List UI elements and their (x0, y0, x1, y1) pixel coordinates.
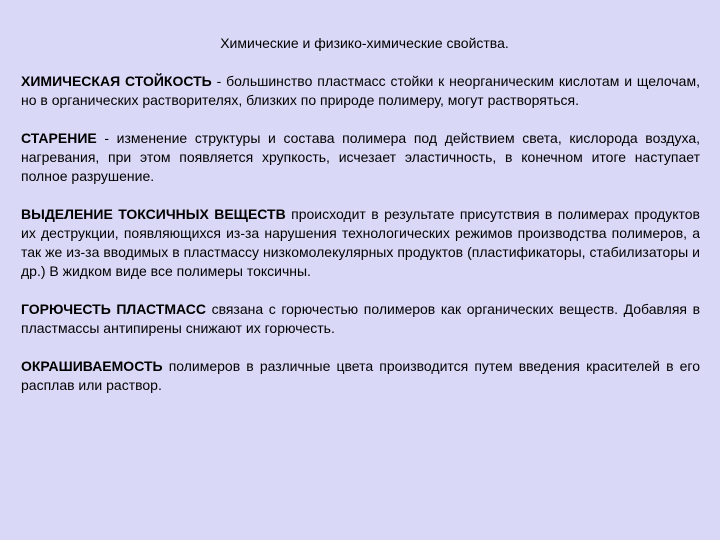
paragraph-chemical-resistance (21, 72, 700, 110)
paragraph-aging (21, 129, 700, 186)
text-toxic-emission: происходит в результате присутствия в полимерах продуктов их деструкции, появляющихся из-за нарушения технологических режимов производства полимеров, а так же из-за вводимых в пластмассу низкомолекулярных продуктов (пластификаторы, стабилизаторы и др.) В жидком виде все полимеры токсичны. (21, 206, 700, 279)
text-dyeability: полимеров в различные цвета производится путем введения красителей в его расплав или раствор. (21, 358, 700, 393)
paragraph-toxic-emission (21, 205, 700, 281)
term-chemical-resistance: ХИМИЧЕСКАЯ СТОЙКОСТЬ (21, 73, 212, 89)
paragraph-dyeability (21, 357, 700, 395)
term-dyeability: ОКРАШИВАЕМОСТЬ (21, 358, 163, 374)
term-toxic-emission: ВЫДЕЛЕНИЕ ТОКСИЧНЫХ ВЕЩЕСТВ (21, 206, 286, 222)
text-aging: - изменение структуры и состава полимера под действием света, кислорода воздуха, нагревания, при этом появляется хрупкость, исчезает эластичность, в конечном итоге наступает полное разрушение. (21, 130, 700, 184)
term-flammability: ГОРЮЧЕСТЬ ПЛАСТМАСС (21, 301, 206, 317)
slide-title: Химические и физико-химические свойства. (220, 35, 509, 51)
paragraph-flammability (21, 300, 700, 338)
text-chemical-resistance: - большинство пластмасс стойки к неорганическим кислотам и щелочам, но в органических растворителях, близких по природе полимеру, могут растворяться. (21, 73, 700, 108)
text-flammability: связана с горючестью полимеров как органических веществ. Добавляя в пластмассы антипирены снижают их горючесть. (21, 301, 701, 336)
term-aging: СТАРЕНИЕ (21, 130, 97, 146)
